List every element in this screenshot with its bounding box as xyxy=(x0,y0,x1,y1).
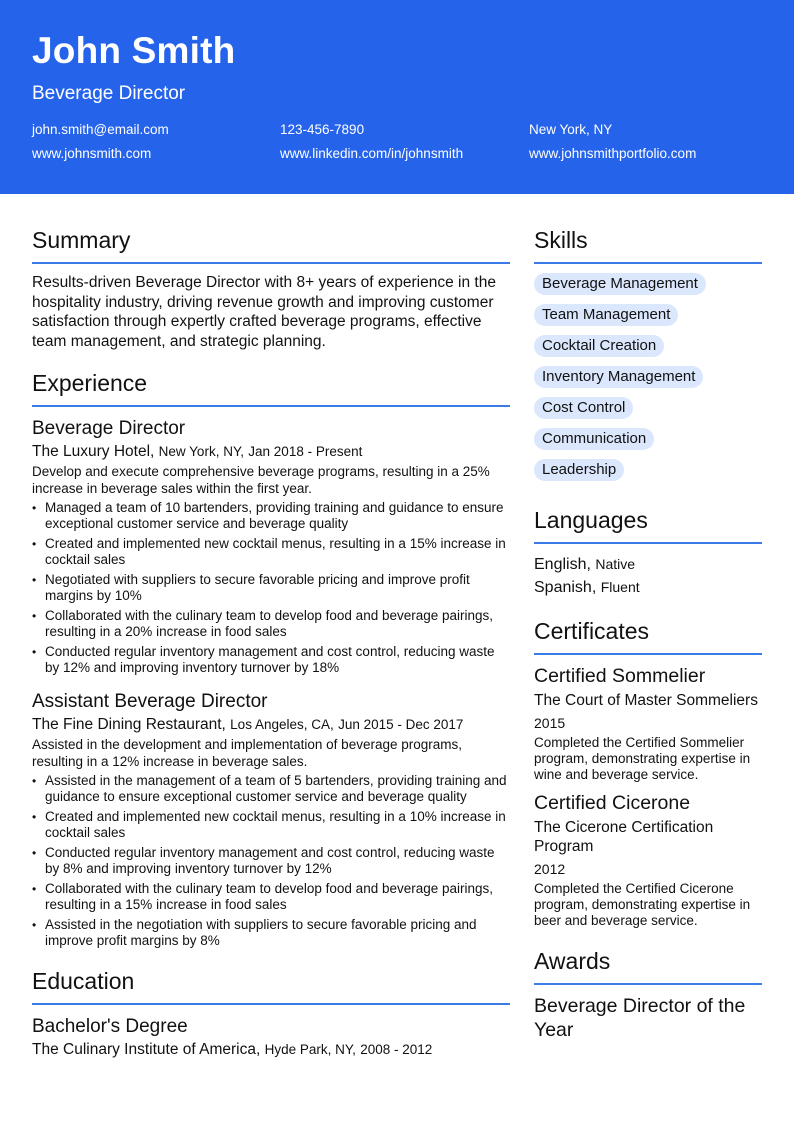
job-bullet: • Collaborated with the culinary team to develop food and beverage pairings, resulting in a 20% increase in food sales xyxy=(45,608,510,640)
certificate-issuer: The Court of Master Sommeliers xyxy=(534,692,758,709)
job-bullet: • Assisted in the management of a team of 5 bartenders, providing training and guidance to ensure exceptional customer service and beverage quality xyxy=(45,773,510,805)
education-school: The Culinary Institute of America, xyxy=(32,1041,261,1058)
job-title: Beverage Director xyxy=(32,418,186,439)
job-bullet: • Created and implemented new cocktail menus, resulting in a 10% increase in cocktail sales xyxy=(45,809,510,841)
job-location: New York, NY, xyxy=(158,444,244,459)
certificate-issuer: The Cicerone Certification Program xyxy=(534,819,714,855)
skill-chip: Beverage Management xyxy=(534,273,706,295)
job-dates: Jan 2018 - Present xyxy=(248,444,363,459)
linkedin-link[interactable]: www.linkedin.com/in/johnsmith xyxy=(280,146,464,161)
job-meta xyxy=(32,715,510,735)
skill-chip: Inventory Management xyxy=(534,366,703,388)
certificate-title: Certified Sommelier xyxy=(534,665,706,687)
portfolio-link[interactable]: www.johnsmithportfolio.com xyxy=(529,146,697,161)
skills-heading: Skills xyxy=(534,226,762,264)
side-column xyxy=(534,226,762,1042)
website-link[interactable]: www.johnsmith.com xyxy=(32,146,152,161)
job-bullet: • Conducted regular inventory management and cost control, reducing waste by 12% and improving inventory turnover by 18% xyxy=(45,644,510,676)
certificate-entry xyxy=(534,664,762,783)
job-meta xyxy=(32,442,510,462)
location-text: New York, NY xyxy=(529,122,613,137)
resume-header xyxy=(0,0,794,194)
job-description: Assisted in the development and implementation of beverage programs, resulting in a 12% increase in beverage sales. xyxy=(32,737,462,769)
education-heading: Education xyxy=(32,967,510,1005)
certificates-heading: Certificates xyxy=(534,617,762,655)
languages-heading: Languages xyxy=(534,506,762,544)
job-company: The Luxury Hotel, xyxy=(32,443,155,460)
language-name: English, xyxy=(534,556,591,573)
job-bullet: • Collaborated with the culinary team to develop food and beverage pairings, resulting in a 15% increase in food sales xyxy=(45,881,510,913)
skill-chip: Cost Control xyxy=(534,397,633,419)
education-location: Hyde Park, NY, xyxy=(264,1042,356,1057)
job-company: The Fine Dining Restaurant, xyxy=(32,716,226,733)
language-level: Fluent xyxy=(600,579,640,595)
job-description: Develop and execute comprehensive beverage programs, resulting in a 25% increase in beverage sales within the first year. xyxy=(32,464,490,496)
skill-chip: Cocktail Creation xyxy=(534,335,664,357)
job-entry xyxy=(32,690,510,949)
experience-heading: Experience xyxy=(32,369,510,407)
awards-heading: Awards xyxy=(534,947,762,985)
job-entry xyxy=(32,417,510,676)
certificate-description: Completed the Certified Cicerone program, demonstrating expertise in beer and beverage service. xyxy=(534,881,751,928)
candidate-title: Beverage Director xyxy=(32,83,186,104)
job-bullet: • Conducted regular inventory management and cost control, reducing waste by 8% and improving inventory turnover by 12% xyxy=(45,845,510,877)
certificate-year: 2012 xyxy=(534,861,566,877)
email-link[interactable]: john.smith@email.com xyxy=(32,122,169,137)
job-bullet: • Negotiated with suppliers to secure favorable pricing and improve profit margins by 10% xyxy=(45,572,510,604)
education-meta xyxy=(32,1040,510,1060)
summary-text: Results-driven Beverage Director with 8+ years of experience in the hospitality industry, driving revenue growth and improving customer satisfaction through expertly crafted beverage programs, effective team management, and strategic planning. xyxy=(32,274,496,350)
job-bullet: • Created and implemented new cocktail menus, resulting in a 15% increase in cocktail sales xyxy=(45,536,510,568)
education-degree: Bachelor's Degree xyxy=(32,1016,188,1037)
job-title: Assistant Beverage Director xyxy=(32,691,268,712)
summary-heading: Summary xyxy=(32,226,510,264)
certificate-description: Completed the Certified Sommelier program, demonstrating expertise in wine and beverage service. xyxy=(534,735,751,782)
phone-number[interactable]: 123-456-7890 xyxy=(280,122,365,137)
job-bullets xyxy=(32,773,510,949)
job-bullet: • Assisted in the negotiation with suppliers to secure favorable pricing and improve profit margins by 8% xyxy=(45,917,510,949)
language-name: Spanish, xyxy=(534,579,597,596)
job-dates: Jun 2015 - Dec 2017 xyxy=(338,717,464,732)
language-level: Native xyxy=(595,556,636,572)
job-bullets xyxy=(32,500,510,676)
certificate-entry xyxy=(534,791,762,929)
main-column xyxy=(32,226,510,1060)
job-bullet: • Managed a team of 10 bartenders, providing training and guidance to ensure exceptional customer service and beverage quality xyxy=(45,500,510,532)
skill-chip: Communication xyxy=(534,428,654,450)
candidate-name: John Smith xyxy=(32,30,236,71)
job-location: Los Angeles, CA, xyxy=(230,717,334,732)
award-title: Beverage Director of the Year xyxy=(534,995,746,1041)
language-item xyxy=(534,576,762,599)
education-dates: 2008 - 2012 xyxy=(360,1042,433,1057)
skills-list xyxy=(534,273,762,490)
certificate-year: 2015 xyxy=(534,715,566,731)
certificate-title: Certified Cicerone xyxy=(534,792,691,814)
skill-chip: Leadership xyxy=(534,459,624,481)
skill-chip: Team Management xyxy=(534,304,678,326)
language-item xyxy=(534,553,762,576)
